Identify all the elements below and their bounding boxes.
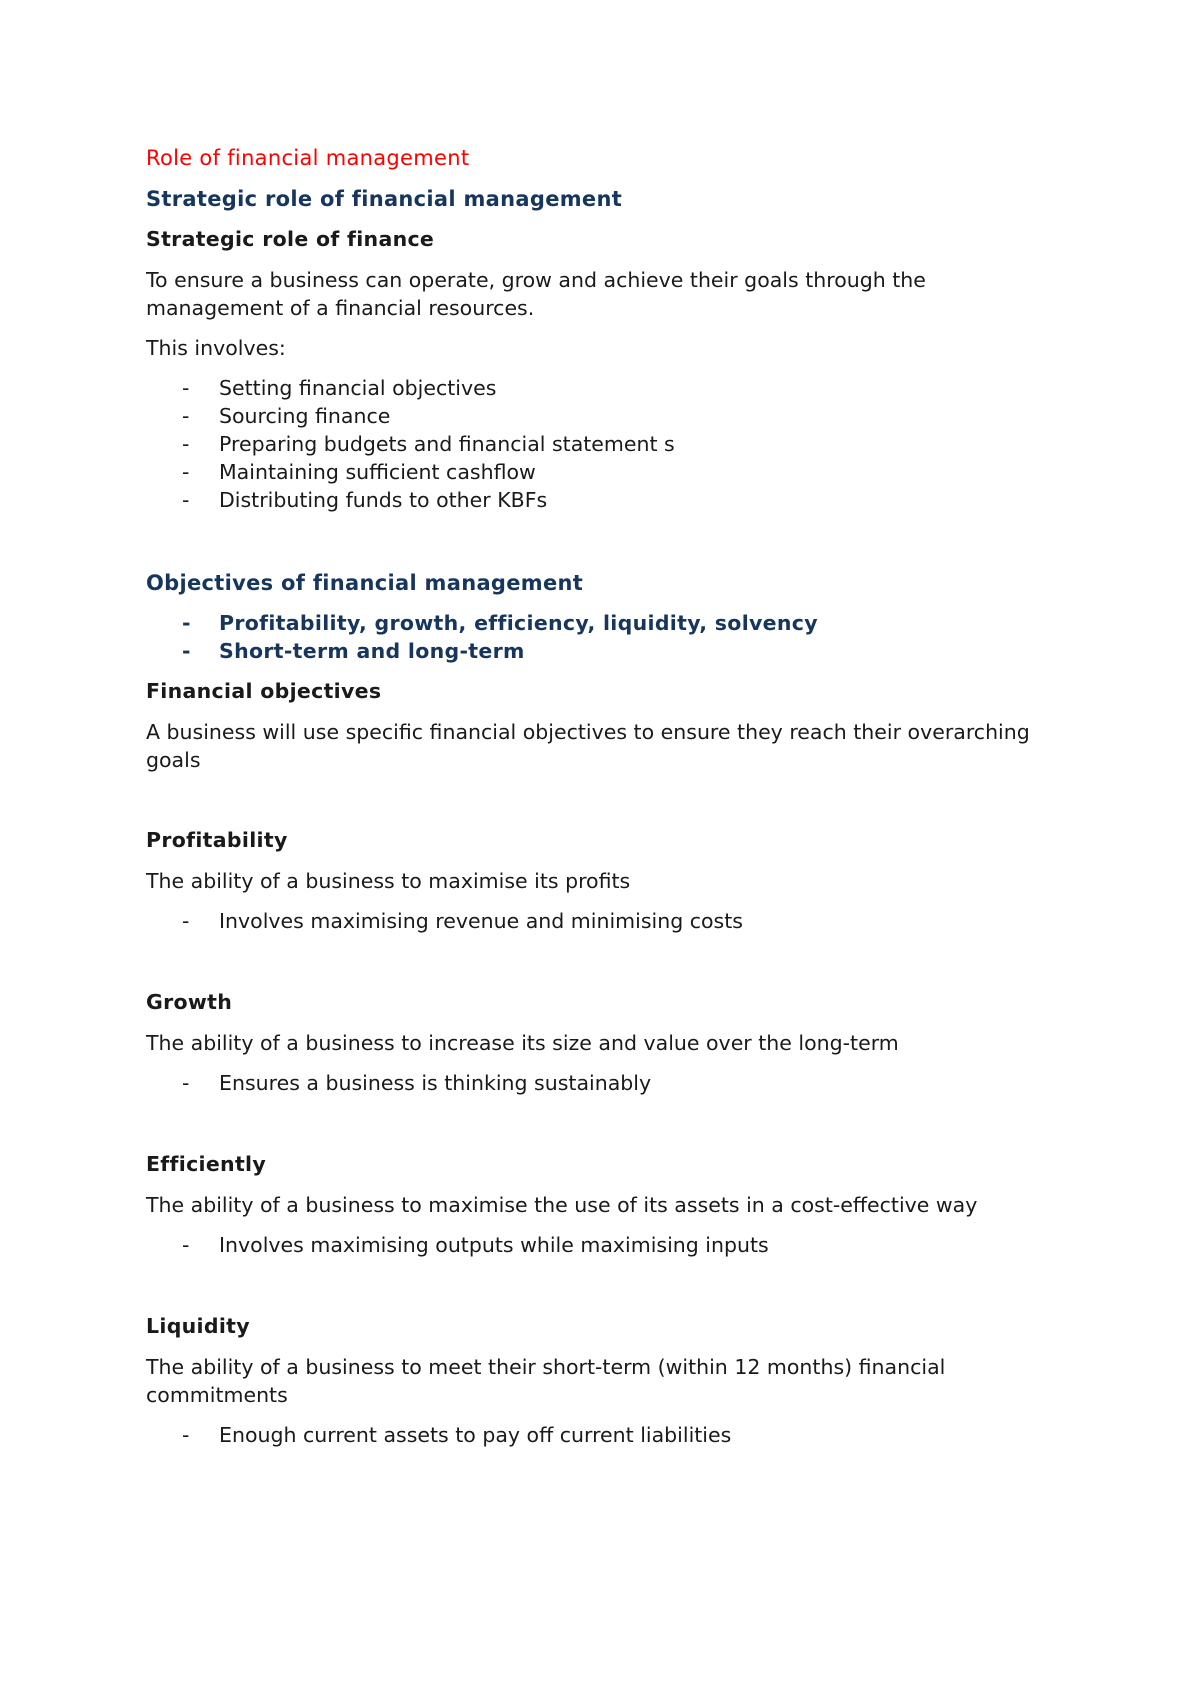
document-title: Role of financial management bbox=[146, 146, 470, 170]
strategic-finance-heading: Strategic role of finance bbox=[146, 227, 435, 251]
list-item: - Involves maximising outputs while maximising inputs bbox=[146, 1231, 1066, 1259]
involves-label: This involves: bbox=[146, 336, 286, 360]
objectives-heading: Objectives of financial management bbox=[146, 571, 584, 595]
list-item: - Short-term and long-term bbox=[146, 637, 1066, 665]
document-content bbox=[146, 144, 1066, 1449]
liquidity-heading: Liquidity bbox=[146, 1314, 250, 1338]
list-item: - Setting financial objectives bbox=[146, 374, 1066, 402]
growth-list bbox=[146, 1069, 1066, 1097]
growth-heading: Growth bbox=[146, 990, 233, 1014]
strategic-role-heading: Strategic role of financial management bbox=[146, 187, 623, 211]
list-item: - Sourcing finance bbox=[146, 402, 1066, 430]
list-item: - Enough current assets to pay off current liabilities bbox=[146, 1421, 1066, 1449]
liquidity-list bbox=[146, 1421, 1066, 1449]
list-item: - Involves maximising revenue and minimising costs bbox=[146, 907, 1066, 935]
list-item: - Distributing funds to other KBFs bbox=[146, 486, 1066, 514]
list-item: - Ensures a business is thinking sustainably bbox=[146, 1069, 1066, 1097]
list-item: - Maintaining sufficient cashflow bbox=[146, 458, 1066, 486]
objectives-list bbox=[146, 609, 1066, 665]
list-item: - Preparing budgets and financial statement s bbox=[146, 430, 1066, 458]
involves-list bbox=[146, 374, 1066, 514]
strategic-finance-paragraph: To ensure a business can operate, grow and achieve their goals through the management of a financial resources. bbox=[146, 268, 926, 320]
profitability-list bbox=[146, 907, 1066, 935]
liquidity-paragraph: The ability of a business to meet their short-term (within 12 months) financial commitments bbox=[146, 1355, 946, 1407]
profitability-heading: Profitability bbox=[146, 828, 288, 852]
profitability-paragraph: The ability of a business to maximise its profits bbox=[146, 869, 631, 893]
efficiently-paragraph: The ability of a business to maximise the use of its assets in a cost-effective way bbox=[146, 1193, 978, 1217]
financial-objectives-paragraph: A business will use specific financial objectives to ensure they reach their overarching goals bbox=[146, 720, 1030, 772]
list-item: - Profitability, growth, efficiency, liquidity, solvency bbox=[146, 609, 1066, 637]
efficiently-list bbox=[146, 1231, 1066, 1259]
financial-objectives-heading: Financial objectives bbox=[146, 679, 382, 703]
efficiently-heading: Efficiently bbox=[146, 1152, 267, 1176]
growth-paragraph: The ability of a business to increase its size and value over the long-term bbox=[146, 1031, 899, 1055]
